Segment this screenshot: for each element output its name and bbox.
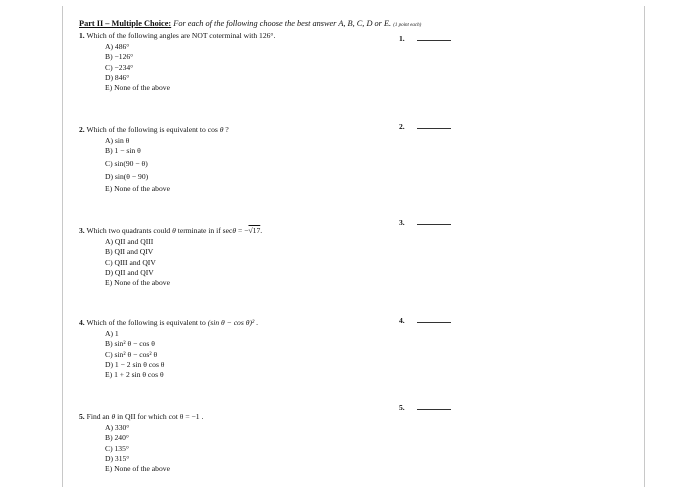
question-prompt: Find an bbox=[86, 412, 110, 421]
question-prompt-end: in QII for which cot θ = −1 . bbox=[117, 412, 204, 421]
answer-blank-2 bbox=[399, 122, 451, 131]
option-c: C) QIII and QIV bbox=[105, 257, 156, 267]
section-header bbox=[79, 19, 421, 28]
question-number: 3. bbox=[79, 226, 85, 235]
question-prompt-mid: terminate in if sec bbox=[177, 226, 233, 235]
answer-line[interactable] bbox=[417, 128, 451, 129]
option-a: A) 486° bbox=[105, 42, 130, 51]
question-prompt-end: . bbox=[260, 226, 263, 235]
question-text bbox=[79, 318, 258, 327]
answer-label: 4. bbox=[399, 316, 405, 325]
answer-label: 2. bbox=[399, 122, 405, 131]
question-prompt-end: . bbox=[256, 318, 259, 327]
option-b: B) 1 − sin θ bbox=[105, 146, 141, 156]
right-margin-rule bbox=[644, 6, 645, 487]
option-b: B) 240° bbox=[105, 433, 129, 443]
question-prompt: Which of the following is equivalent to cos bbox=[86, 125, 218, 134]
option-a: A) 330° bbox=[105, 423, 130, 432]
answer-line[interactable] bbox=[417, 409, 451, 410]
question-prompt: Which of the following is equivalent to bbox=[86, 318, 206, 327]
question-number: 2. bbox=[79, 125, 85, 134]
option-a: A) QII and QIII bbox=[105, 237, 154, 246]
option-e: E) None of the above bbox=[105, 464, 170, 474]
question-4 bbox=[79, 318, 258, 380]
option-a: A) 1 bbox=[105, 329, 119, 338]
question-text bbox=[79, 125, 229, 134]
math-symbol: θ bbox=[111, 412, 116, 421]
option-c: C) 135° bbox=[105, 443, 129, 453]
answer-label: 1. bbox=[399, 34, 405, 43]
question-number: 5. bbox=[79, 412, 85, 421]
option-b: B) sin² θ − cos θ bbox=[105, 339, 155, 349]
option-d: D) QII and QIV bbox=[105, 267, 154, 277]
answer-label: 5. bbox=[399, 403, 405, 412]
answer-blank-3 bbox=[399, 218, 451, 227]
math-symbol: θ bbox=[172, 226, 176, 235]
points-note: (1 point each) bbox=[393, 23, 422, 28]
option-e: E) None of the above bbox=[105, 83, 170, 93]
math-expression: (sin θ − cos θ)² bbox=[207, 318, 255, 327]
question-text bbox=[79, 31, 275, 40]
question-text bbox=[79, 412, 203, 421]
option-e: E) None of the above bbox=[105, 278, 170, 288]
answer-blank-5 bbox=[399, 403, 451, 412]
option-c: C) sin² θ − cos² θ bbox=[105, 349, 158, 359]
option-d: D) 1 − 2 sin θ cos θ bbox=[105, 359, 165, 369]
question-number: 4. bbox=[79, 318, 85, 327]
option-c: C) sin(90 − θ) bbox=[105, 158, 148, 168]
answer-label: 3. bbox=[399, 218, 405, 227]
question-2 bbox=[79, 125, 229, 195]
options-list bbox=[105, 237, 262, 288]
question-text bbox=[79, 226, 262, 235]
option-e: E) None of the above bbox=[105, 183, 170, 193]
options-list bbox=[105, 423, 203, 474]
option-b: B) −126° bbox=[105, 52, 134, 62]
question-prompt: Which two quadrants could bbox=[86, 226, 171, 235]
option-b: B) QII and QIV bbox=[105, 247, 154, 257]
options-list bbox=[105, 329, 258, 380]
answer-line[interactable] bbox=[417, 40, 451, 41]
option-d: D) 846° bbox=[105, 72, 130, 82]
answer-blank-4 bbox=[399, 316, 451, 325]
question-1 bbox=[79, 31, 275, 93]
options-list bbox=[105, 42, 275, 93]
question-number: 1. bbox=[79, 31, 85, 40]
option-d: D) sin(θ − 90) bbox=[105, 171, 149, 181]
part-title: Part II – Multiple Choice: bbox=[79, 19, 172, 28]
question-prompt-end: ? bbox=[225, 125, 229, 134]
left-margin-rule bbox=[62, 6, 63, 487]
radical-expression: √17 bbox=[248, 226, 261, 235]
option-c: C) −234° bbox=[105, 62, 134, 72]
option-e: E) 1 + 2 sin θ cos θ bbox=[105, 370, 164, 380]
math-symbol: θ bbox=[232, 226, 237, 235]
math-equals: = − bbox=[238, 226, 249, 235]
option-a: A) sin θ bbox=[105, 136, 130, 145]
answer-blank-1 bbox=[399, 34, 451, 43]
question-5 bbox=[79, 412, 203, 474]
question-3 bbox=[79, 226, 262, 288]
answer-line[interactable] bbox=[417, 322, 451, 323]
option-d: D) 315° bbox=[105, 453, 130, 463]
math-symbol: θ bbox=[219, 125, 224, 134]
options-list bbox=[105, 136, 229, 195]
answer-line[interactable] bbox=[417, 224, 451, 225]
instructions: For each of the following choose the best answer A, B, C, D or E. bbox=[173, 19, 392, 28]
question-prompt: Which of the following angles are NOT coterminal with 126°. bbox=[86, 31, 276, 40]
